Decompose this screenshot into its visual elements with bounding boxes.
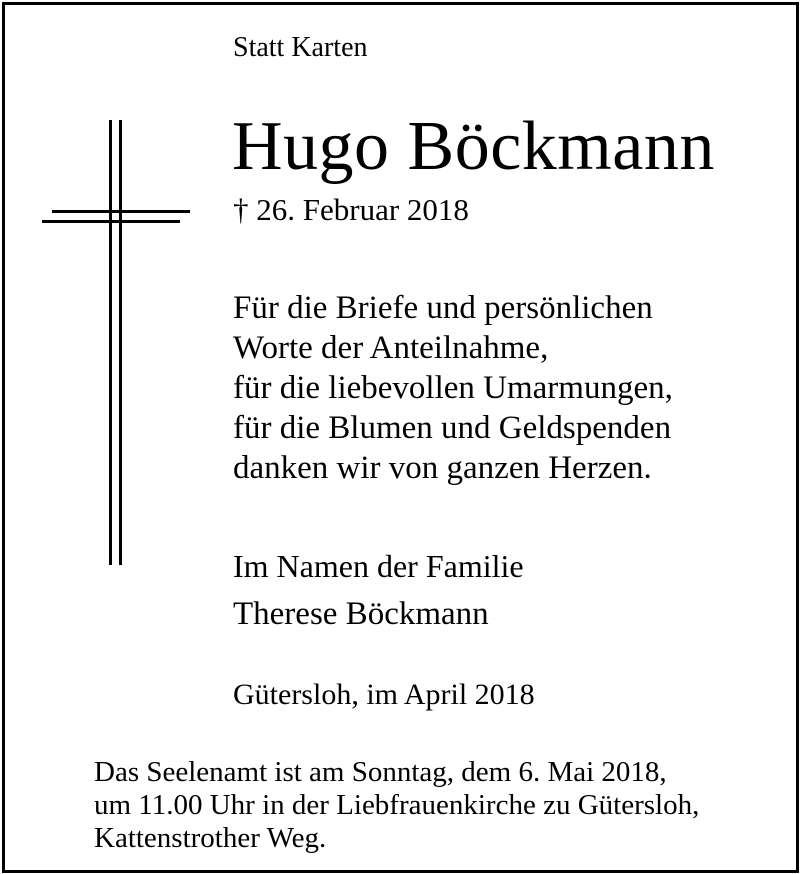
message-line: für die liebevollen Umarmungen, [233, 370, 673, 406]
cross-vertical-bar-right [119, 120, 122, 565]
signature-intro: Im Namen der Familie [233, 548, 524, 584]
service-notice [94, 756, 699, 855]
notice-line: Kattenstrother Weg. [94, 822, 327, 854]
message-line: danken wir von ganzen Herzen. [233, 450, 652, 486]
message-line: Für die Briefe und persönlichen [233, 290, 653, 326]
cross-horizontal-bar-top [52, 210, 190, 213]
notice-line: Das Seelenamt ist am Sonntag, dem 6. Mai 2018, [94, 756, 667, 788]
signature-name: Therese Böckmann [233, 596, 489, 632]
cross-horizontal-bar-bottom [42, 220, 180, 223]
thank-you-message [233, 288, 673, 488]
statt-karten-label: Statt Karten [233, 32, 368, 63]
notice-line: um 11.00 Uhr in der Liebfrauenkirche zu Gütersloh, [94, 789, 700, 821]
cross-vertical-bar-left [109, 120, 112, 565]
deceased-name: Hugo Böckmann [232, 108, 715, 185]
death-date: † 26. Februar 2018 [233, 192, 469, 227]
message-line: Worte der Anteilnahme, [233, 330, 549, 366]
place-and-date: Gütersloh, im April 2018 [233, 678, 535, 711]
message-line: für die Blumen und Geldspenden [233, 410, 672, 446]
